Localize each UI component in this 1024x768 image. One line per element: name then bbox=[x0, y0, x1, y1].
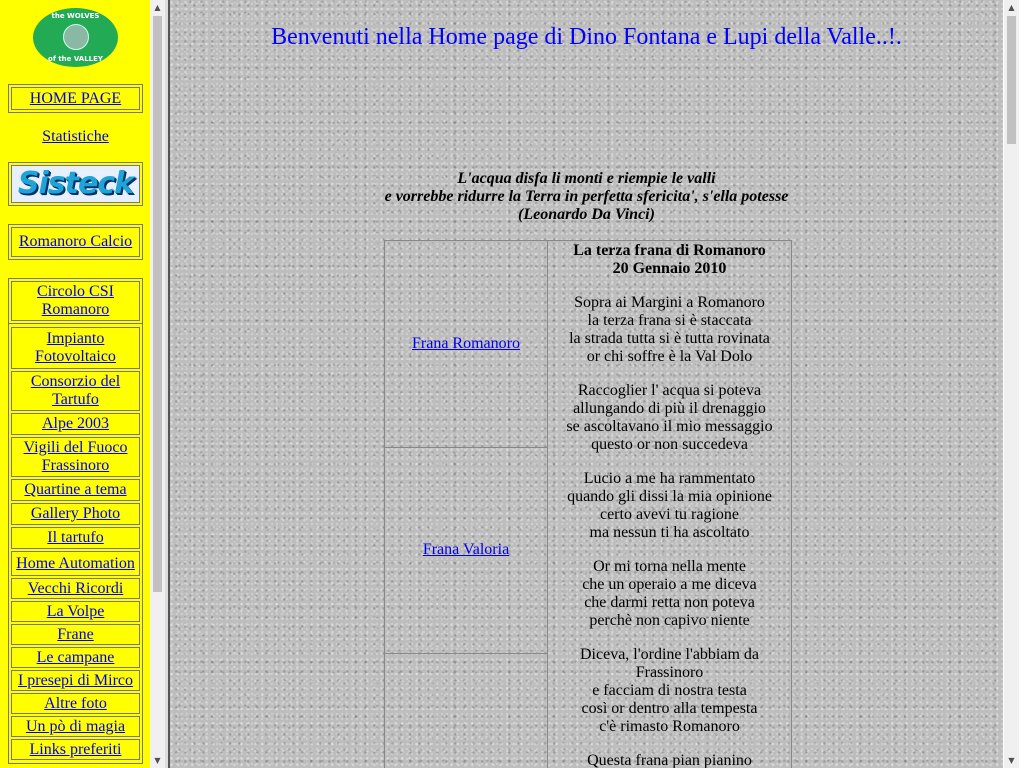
consorzio-tartufo-link[interactable]: Consorzio del Tartufo bbox=[30, 373, 121, 408]
impianto-fotovoltaico-link[interactable]: Impianto Fotovoltaico bbox=[35, 330, 116, 365]
poem-line: c'è rimasto Romanoro bbox=[599, 718, 740, 735]
circolo-box bbox=[8, 278, 143, 324]
frana-valoria-link[interactable]: Frana Valoria bbox=[422, 541, 510, 558]
left-navigation-frame bbox=[0, 0, 150, 768]
table-cell bbox=[385, 653, 547, 768]
poem-line: quando gli dissi la mia opinione bbox=[567, 488, 772, 505]
poem-title-line: La terza frana di Romanoro bbox=[573, 242, 766, 259]
statistiche-row bbox=[8, 128, 143, 146]
poem-line: se ascoltavano il mio messaggio bbox=[566, 418, 773, 435]
la-volpe-link[interactable]: La Volpe bbox=[46, 602, 105, 620]
list-item bbox=[11, 437, 140, 477]
vecchi-ricordi-link[interactable]: Vecchi Ricordi bbox=[27, 579, 124, 597]
logo-bottom-text: of the VALLEY bbox=[48, 55, 103, 63]
poem-line: Sopra ai Margini a Romanoro bbox=[574, 294, 765, 311]
scroll-down-arrow-icon[interactable]: ▼ bbox=[154, 756, 161, 765]
poem-line: questo or non succedeva bbox=[591, 436, 748, 453]
vigili-fuoco-link[interactable]: Vigili del Fuoco Frassinoro bbox=[23, 439, 128, 474]
list-item bbox=[11, 551, 140, 576]
list-item bbox=[11, 670, 140, 691]
poem-date: 20 Gennaio 2010 bbox=[612, 260, 727, 277]
sidebar-link-list bbox=[8, 323, 143, 764]
welcome-heading: Benvenuti nella Home page di Dino Fontana e Lupi della Valle..!. bbox=[271, 24, 902, 50]
sisteck-logo-text: Sisteck bbox=[17, 166, 134, 201]
sisteck-banner[interactable] bbox=[11, 165, 140, 203]
list-item bbox=[11, 371, 140, 411]
wolf-icon bbox=[63, 24, 89, 50]
sisteck-banner-box bbox=[8, 162, 143, 206]
poem-line: e facciam di nostra testa bbox=[592, 682, 747, 699]
poem-stanza bbox=[548, 558, 791, 630]
poem-line: Questa frana pian pianino bbox=[587, 752, 752, 768]
table-cell bbox=[385, 447, 547, 654]
left-frame-scrollbar[interactable] bbox=[150, 0, 165, 768]
scroll-down-arrow-icon[interactable]: ▼ bbox=[1008, 756, 1015, 765]
quote-line: e vorrebbe ridurre la Terra in perfetta sfericita', s'ella potesse bbox=[384, 188, 789, 205]
scroll-thumb[interactable] bbox=[153, 16, 162, 592]
il-tartufo-link[interactable]: Il tartufo bbox=[47, 529, 104, 546]
table-cell bbox=[385, 241, 547, 448]
poem-line: che un operaio a me diceva bbox=[582, 576, 757, 593]
wolves-logo[interactable] bbox=[33, 8, 118, 67]
link-column bbox=[385, 241, 548, 768]
list-item bbox=[11, 327, 140, 369]
list-item bbox=[11, 739, 140, 760]
romanoro-calcio-link[interactable]: Romanoro Calcio bbox=[18, 233, 133, 250]
gallery-photo-link[interactable]: Gallery Photo bbox=[30, 505, 121, 522]
poem-line: Frassinoro bbox=[635, 664, 704, 681]
statistiche-link[interactable]: Statistiche bbox=[42, 128, 109, 145]
presepi-link[interactable]: I presepi di Mirco bbox=[17, 671, 134, 689]
main-frame-scrollbar[interactable] bbox=[1004, 0, 1019, 768]
list-item bbox=[11, 624, 140, 645]
poem-stanza bbox=[548, 294, 791, 366]
home-automation-link[interactable]: Home Automation bbox=[16, 554, 135, 572]
le-campane-link[interactable]: Le campane bbox=[36, 648, 115, 666]
leonardo-quote bbox=[170, 170, 1003, 224]
poem-line: or chi soffre è la Val Dolo bbox=[586, 348, 753, 365]
list-item bbox=[11, 716, 140, 737]
links-preferiti-link[interactable]: Links preferiti bbox=[29, 740, 122, 758]
poem-line: che darmi retta non poteva bbox=[584, 594, 755, 611]
list-item bbox=[11, 693, 140, 714]
magia-link[interactable]: Un pò di magia bbox=[25, 717, 126, 735]
poem-line: così or dentro alla tempesta bbox=[581, 700, 758, 717]
list-item bbox=[11, 479, 140, 501]
window-edge bbox=[1019, 0, 1024, 768]
poem-line: perchè non capivo niente bbox=[589, 612, 750, 629]
poem-title bbox=[548, 242, 791, 278]
quote-line: L'acqua disfa li monti e riempie le valli bbox=[457, 170, 716, 187]
list-item bbox=[11, 413, 140, 435]
poem-line: certo avevi tu ragione bbox=[599, 506, 740, 523]
list-item bbox=[11, 503, 140, 525]
quote-author: (Leonardo Da Vinci) bbox=[518, 206, 655, 223]
romanoro-calcio-box bbox=[8, 224, 143, 260]
home-page-link[interactable]: HOME PAGE bbox=[29, 89, 122, 107]
scroll-up-arrow-icon[interactable]: ▲ bbox=[1008, 3, 1015, 12]
quartine-link[interactable]: Quartine a tema bbox=[24, 481, 127, 498]
poem-stanza bbox=[548, 752, 791, 768]
logo-top-text: the WOLVES bbox=[51, 12, 100, 20]
frana-romanoro-link[interactable]: Frana Romanoro bbox=[412, 335, 520, 352]
list-item bbox=[11, 647, 140, 668]
list-item bbox=[11, 601, 140, 622]
poem-stanza bbox=[548, 470, 791, 542]
poem-stanza bbox=[548, 646, 791, 736]
poem-line: Lucio a me ha rammentato bbox=[583, 470, 756, 487]
altre-foto-link[interactable]: Altre foto bbox=[44, 694, 107, 712]
alpe-2003-link[interactable]: Alpe 2003 bbox=[41, 415, 110, 432]
content-table bbox=[384, 240, 792, 768]
poem-line: ma nessun ti ha ascoltato bbox=[589, 524, 750, 541]
poem-line: Diceva, l'ordine l'abbiam da bbox=[579, 646, 760, 663]
scroll-thumb[interactable] bbox=[1007, 16, 1016, 144]
home-page-box bbox=[8, 84, 143, 113]
poem-line: Or mi torna nella mente bbox=[593, 558, 746, 575]
poem-line: Raccoglier l' acqua si poteva bbox=[577, 382, 762, 399]
circolo-csi-link[interactable]: Circolo CSI Romanoro bbox=[37, 283, 114, 318]
frane-link[interactable]: Frane bbox=[57, 625, 94, 643]
poem-line: la strada tutta si è tutta rovinata bbox=[569, 330, 770, 347]
main-content-frame bbox=[168, 0, 1003, 768]
poem-stanza bbox=[548, 382, 791, 454]
list-item bbox=[11, 527, 140, 549]
scroll-up-arrow-icon[interactable]: ▲ bbox=[154, 3, 161, 12]
list-item bbox=[11, 578, 140, 599]
poem-line: allungando di più il drenaggio bbox=[573, 400, 766, 417]
poem-line: la terza frana si è staccata bbox=[587, 312, 752, 329]
poem-column bbox=[548, 241, 791, 768]
